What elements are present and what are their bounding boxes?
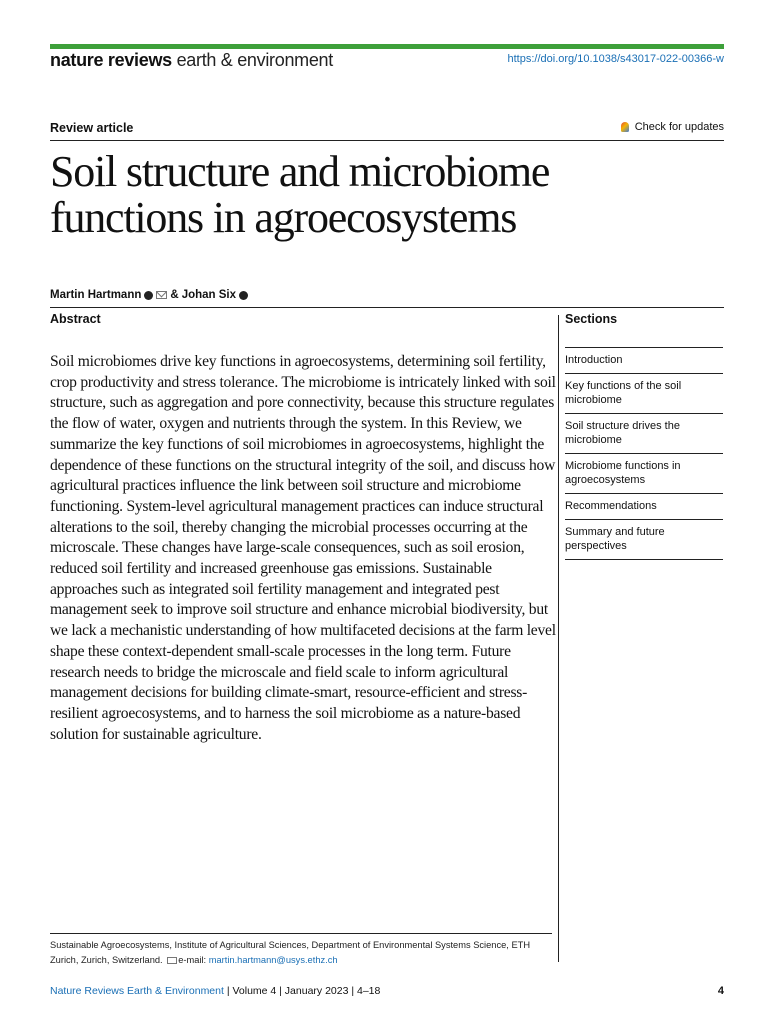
section-link-soil-structure[interactable]: Soil structure drives the microbiome [565,414,723,454]
sections-list [565,348,723,560]
journal-name-light: earth & environment [176,50,333,70]
section-link-microbiome-functions[interactable]: Microbiome functions in agroecosystems [565,454,723,494]
journal-color-bar [50,44,724,49]
affiliation-footnote [50,938,555,968]
sections-heading: Sections [565,312,723,348]
sections-nav [565,312,723,560]
article-type: Review article [50,121,134,135]
section-link-summary[interactable]: Summary and future perspectives [565,520,723,560]
orcid-icon[interactable] [144,291,153,300]
page-number: 4 [717,985,724,997]
check-for-updates-button[interactable] [620,121,724,133]
check-updates-label: Check for updates [634,121,724,133]
citation-footer [50,985,380,997]
email-link[interactable]: martin.hartmann@usys.ethz.ch [208,955,338,965]
check-updates-icon [620,122,631,133]
affiliation-text: Sustainable Agroecosystems, Institute of Agricultural Sciences, Department of Environmental Systems Science, ETH Zurich, Zurich, Switzerland. [50,940,531,965]
author-divider [50,307,724,308]
author-name[interactable]: Johan Six [181,289,237,301]
journal-name [50,50,333,71]
email-icon[interactable] [156,291,167,299]
email-icon [167,957,177,964]
author-name[interactable]: Martin Hartmann [50,289,142,301]
citation-journal[interactable]: Nature Reviews Earth & Environment [50,985,224,997]
title-divider [50,140,724,141]
article-title: Soil structure and microbiome functions in agroecosystems [50,147,550,242]
footnote-divider [50,933,552,934]
author-separator: & [170,289,179,301]
section-link-key-functions[interactable]: Key functions of the soil microbiome [565,374,723,414]
email-label: e-mail: [178,955,207,965]
doi-link[interactable]: https://doi.org/10.1038/s43017-022-00366-w [507,53,724,65]
journal-name-bold: nature reviews [50,50,172,70]
section-link-introduction[interactable]: Introduction [565,348,723,374]
author-list [50,289,248,301]
abstract-text: Soil microbiomes drive key functions in agroecosystems, determining soil fertility, crop productivity and stress tolerance. The microbiome is intricately linked with soil structure, such as aggregation and pore connectivity, because this structure regulates the flow of water, oxygen and nutrients through the system. In this Review, we summarize the key functions of soil microbiomes in agroecosystems, highlight the dependence of these functions on the structural integrity of the soil, and discuss how agricultural practices influence the link between soil structure and microbiome functioning. System-level agricultural management practices can induce structural alterations to the soil, thereby changing the microbial processes occurring at the microscale. These changes have large-scale consequences, such as soil erosion, reduced soil fertility and increased greenhouse gas emissions. Sustainable approaches such as integrated soil fertility management and integrated pest management seek to improve soil structure and enhance microbial biodiversity, but we lack a mechanistic understanding of how multifaceted decisions at the farm level shape these context-dependent small-scale processes in the long term. Future research needs to bridge the microscale and field scale to inform agricultural management decisions for building climate-smart, resource-efficient and stress-resilient agroecosystems, and to harness the soil microbiome as a nature-based solution for sustainable agriculture. [50,353,556,743]
abstract-heading: Abstract [50,312,101,326]
citation-details: | Volume 4 | January 2023 | 4–18 [223,985,381,997]
orcid-icon[interactable] [239,291,248,300]
column-divider [558,315,559,962]
section-link-recommendations[interactable]: Recommendations [565,494,723,520]
